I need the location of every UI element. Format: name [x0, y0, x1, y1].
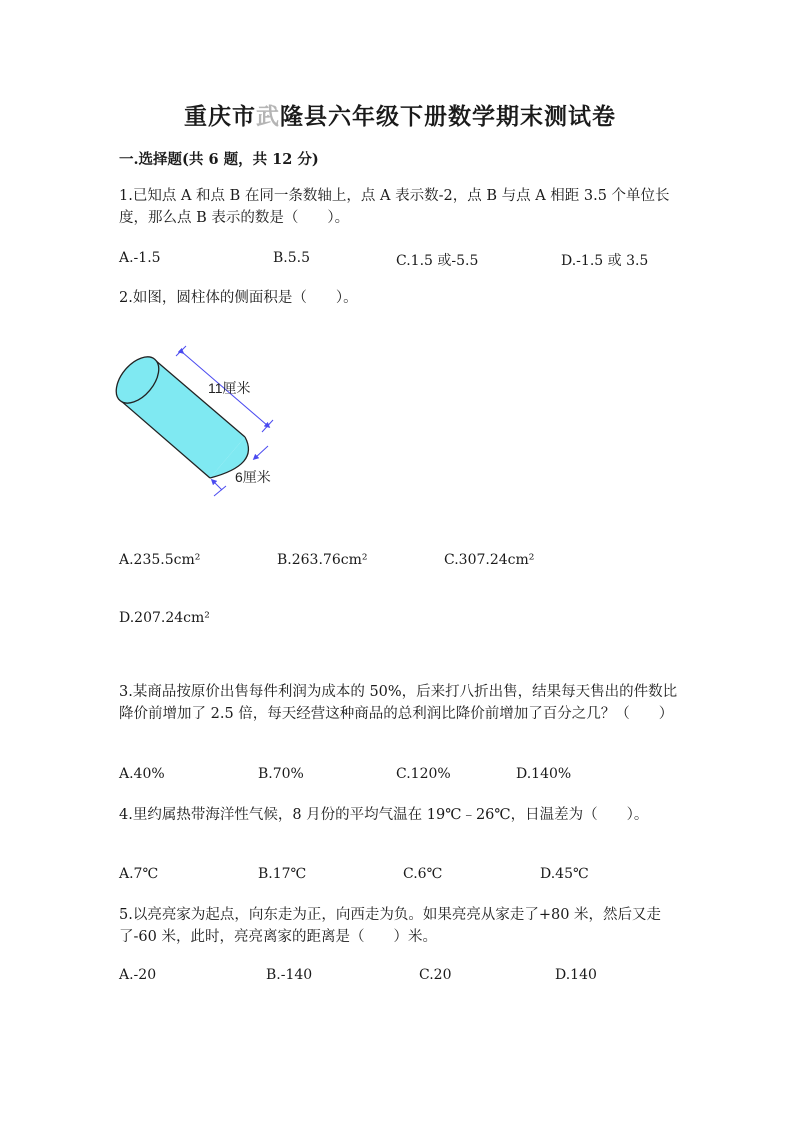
question-3-option-a[interactable]: A.40% [119, 766, 165, 782]
question-2-option-c[interactable]: C.307.24cm² [444, 552, 535, 568]
question-2-text: 2.如图，圆柱体的侧面积是（ ）。 [119, 290, 358, 306]
page-title: 重庆市武隆县六年级下册数学期末测试卷 [184, 103, 616, 130]
question-4-option-d[interactable]: D.45℃ [540, 866, 589, 882]
question-3-option-d[interactable]: D.140% [516, 766, 572, 782]
question-1-option-c[interactable]: C.1.5 或-5.5 [396, 253, 479, 269]
question-1-text: 1.已知点 A 和点 B 在同一条数轴上，点 A 表示数-2，点 B 与点 A 相距 3.5 个单位长度，那么点 B 表示的数是（ ）。 [119, 188, 670, 226]
question-2-option-b[interactable]: B.263.76cm² [277, 552, 368, 568]
question-2-option-d[interactable]: D.207.24cm² [119, 610, 210, 626]
question-3-option-b[interactable]: B.70% [258, 766, 304, 782]
question-3-option-c[interactable]: C.120% [396, 766, 451, 782]
length-label: 11厘米 [208, 380, 251, 396]
question-2-option-a[interactable]: A.235.5cm² [119, 552, 201, 568]
question-4-option-b[interactable]: B.17℃ [258, 866, 307, 882]
section-heading: 一.选择题(共 6 题，共 12 分) [119, 151, 319, 168]
question-5-option-c[interactable]: C.20 [419, 967, 452, 983]
question-5-option-b[interactable]: B.-140 [266, 967, 313, 983]
question-1-option-b[interactable]: B.5.5 [273, 250, 311, 266]
diameter-arrow-left [213, 481, 222, 490]
cylinder-figure [110, 340, 310, 510]
question-4-option-a[interactable]: A.7℃ [119, 866, 159, 882]
question-5-option-a[interactable]: A.-20 [119, 967, 157, 983]
question-4-option-c[interactable]: C.6℃ [403, 866, 443, 882]
question-3-text: 3.某商品按原价出售每件利润为成本的 50%，后来打八折出售，结果每天售出的件数比降价前增加了 2.5 倍，每天经营这种商品的总利润比降价前增加了百分之几？（ ） [119, 684, 678, 722]
diameter-arrow-right [255, 446, 268, 458]
question-4-text: 4.里约属热带海洋性气候，8 月份的平均气温在 19℃﹣26℃，日温差为（ ）。 [119, 807, 649, 823]
diameter-label: 6厘米 [235, 469, 271, 485]
question-1-option-d[interactable]: D.-1.5 或 3.5 [561, 253, 649, 269]
question-1-option-a[interactable]: A.-1.5 [119, 250, 161, 266]
question-5-text: 5.以亮亮家为起点，向东走为正，向西走为负。如果亮亮从家走了+80 米，然后又走了-60 米，此时，亮亮离家的距离是（ ）米。 [119, 907, 662, 945]
question-5-option-d[interactable]: D.140 [555, 967, 597, 983]
